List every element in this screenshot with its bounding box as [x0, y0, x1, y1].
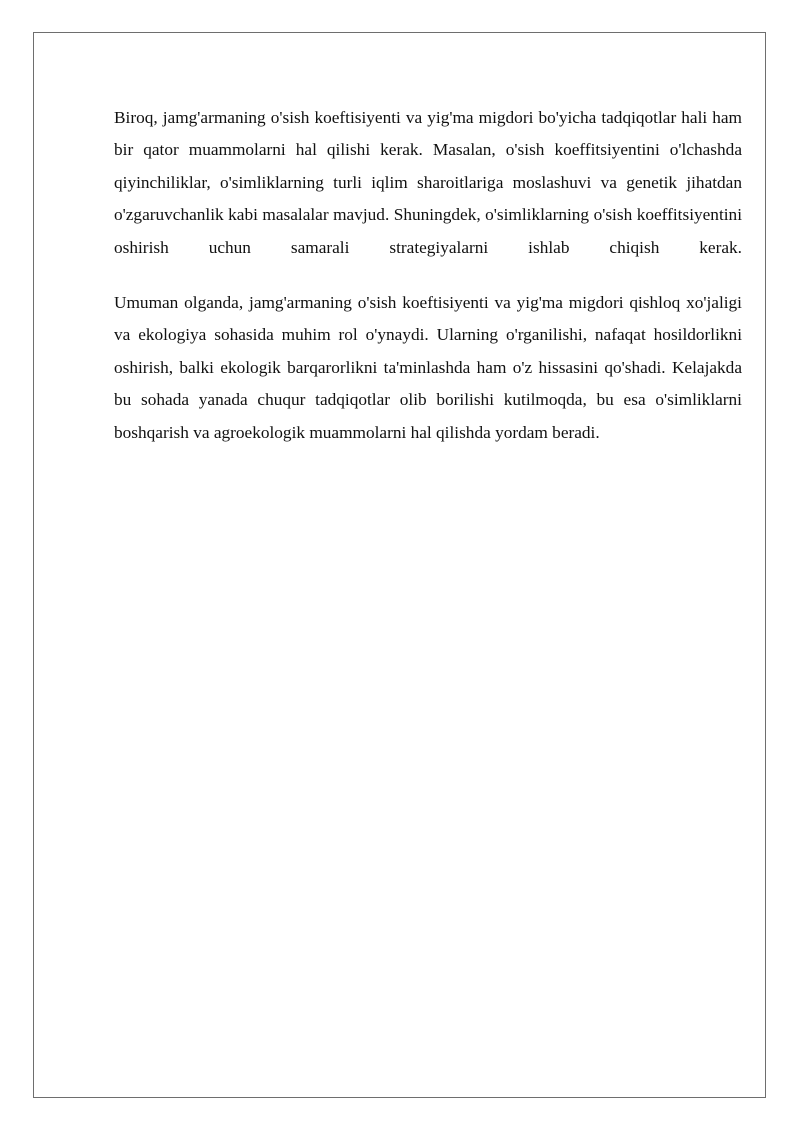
- paragraph: Umuman olganda, jamg'armaning o'sish koeftisiyenti va yig'ma migdori qishloq xo'jaligi va ekologiya sohasida muhim rol o'ynaydi. Ularning o'rganilishi, nafaqat hosildorlikni oshirish, balki ekologik barqarorlikni ta'minlashda ham o'z hissasini qo'shadi. Kelajakda bu sohada yanada chuqur tadqiqotlar olib borilishi kutilmoqda, bu esa o'simliklarni boshqarish va agroekologik muammolarni hal qilishda yordam beradi.: [114, 293, 742, 442]
- paragraph: Biroq, jamg'armaning o'sish koeftisiyenti va yig'ma migdori bo'yicha tadqiqotlar hali ham bir qator muammolarni hal qilishi kerak. Masalan, o'sish koeffitsiyentini o'lchashda qiyinchiliklar, o'simliklarning turli iqlim sharoitlariga moslashuvi va genetik jihatdan o'zgaruvchanlik kabi masalalar mavjud. Shuningdek, o'simliklarning o'sish koeffitsiyentini oshirish uchun samarali strategiyalarni ishlab chiqish kerak.: [114, 108, 742, 257]
- document-body: [114, 102, 742, 449]
